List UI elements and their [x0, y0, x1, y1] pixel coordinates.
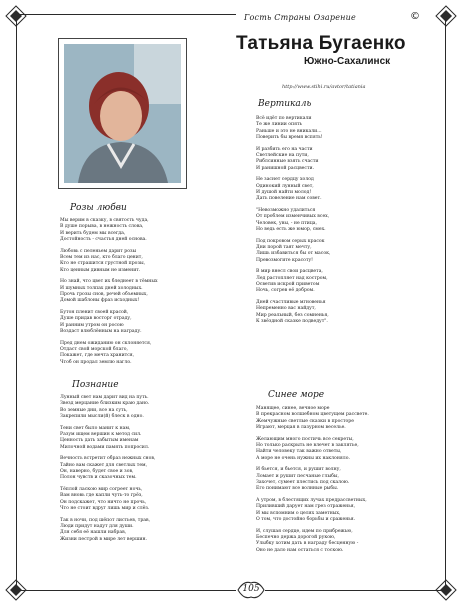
author-photo-frame [58, 38, 187, 189]
stanza: Мы верим в сказку, в святость чуда, В душе порыва, в нежность слова, И верить будем мы всегда, Достойность - счастья дней основа. [60, 218, 149, 243]
poem-title-vertikal: Вертикаль [258, 99, 312, 109]
frame-right-line [445, 14, 446, 590]
author-city: Южно-Сахалинск [304, 56, 391, 67]
header-tag: Гость Страны Озарение [244, 13, 356, 22]
stanza: Манящее, синее, вечное море В прекрасном волшебном цветущем рассвете. Жемчужные светлые сказки в просторе Играют, мерцая в лазурном веселье. [256, 406, 369, 431]
page-number: 105 [242, 584, 260, 594]
poem-title-sinee-more: Синее море [268, 390, 325, 400]
stanza: Любовь с пеленьем дарит розы Всем тем из нас, кто благо ценит, Кто не страшится грустной прозы, Кто ценным дивным не изменит. [60, 248, 146, 273]
stanza: Лунный свет нам дарит вид на путь. Звезд мерцание близким краю дано. Во земные дни, все на суть, Закрепили мысли(й) блеск в одно. [60, 395, 150, 420]
corner-ornament-bottom-right-icon [434, 578, 458, 602]
frame-bottom-right-line [265, 590, 446, 591]
stanza: Так в ночи, под шёпот листьев, трав, Люди придут надут для души. Для себя её нашли набрав, Жизни пестрой в мире лет вершин. [60, 517, 151, 542]
author-photo [64, 44, 181, 183]
poem-vertikal [256, 116, 436, 325]
stanza: И разбить его на части Светлейские на пути, Риблсинные взять счасти И ранишной расцвести. [256, 146, 319, 171]
stanza: Вечность встретит образ нежных снов, Тайно вам скажет для светлых тем, Он, наверно, будет свое и зов, Полон чувств и сказочных тем. [60, 456, 156, 481]
corner-ornament-top-right-icon [434, 4, 458, 28]
frame-left-line [16, 14, 17, 590]
poem-rozy-lyubvi [60, 218, 230, 366]
stanza: И бьется, и бьется, и рушит волну, Ломает и рушит песчаные глыбы, Захочет, сумеет плестись под скалою. Его понимают все волнные рыбы. [256, 467, 350, 492]
stanza: Не заснет сердцу холод Одинокий лунный свет, И душой найти молод! Дать повеление нам совет. [256, 177, 322, 202]
stanza: Под покровом серых красок Дни порой таят мечту, Лишь избавиться бы от масок, Превозмогите красоту! [256, 238, 331, 263]
copyright-symbol: © [410, 11, 420, 22]
poem-sinee-more [256, 406, 440, 554]
author-url: http://www.stihi.ru/avtor/tatiania [282, 84, 366, 90]
author-name: Татьяна Бугаенко [236, 33, 406, 54]
stanza: Пред днем ожиданию он склоняется, Отдаст свой морской благо, Покажет, где мечта хранится, Чтоб он продал землю нагло. [60, 340, 152, 365]
stanza: "Невозможно удалиться От проблем изменчивых всех, Человек, увы, - не птица, Но ведь есть же юмор, смех. [256, 207, 330, 233]
poem-title-poznanie: Познание [72, 380, 119, 390]
frame-bottom-line [16, 590, 236, 591]
frame-top-line [16, 14, 236, 15]
stanza: И, слушая сердце, идем по прибрежью, Беспечно держа дорогой рукою, Улыбку хотим дать в награду бесценную - Оно не дало нам остаться с тоскою. [256, 528, 359, 553]
stanza: А утром, в блестящих лучах предрассветных, Приливший дарует нам грез отраженья, И мы вспомним о целях заметных, О том, что достойно борьбы и сраженья. [256, 497, 367, 523]
stanza: Тёплой ласкою мир согреет ночь, Вам вновь где капли чуть-то грёз, Он подскажет, что ничто не прочь, Что не стоит вдруг лишь мир и слёз. [60, 486, 150, 512]
stanza: Но знай, что цвет их бледнеет в тёмных И шумных толпах дней холодных. Прочь грозы снов, речей объемных, Домой шаблоны фраз исходных! [60, 279, 158, 304]
stanza: В мир внесл свои расцвета, Лед растопляет над костром, Осветив искрой приветом Ночь, согрев её добром. [256, 269, 328, 294]
poem-title-rozy-lyubvi: Розы любви [70, 203, 127, 213]
stanza: Дней счастливые мгновенья Непременно вас найдут, Мир реальный, без сомненья, К звёздной сказке подведут". [256, 299, 329, 324]
corner-ornament-top-left-icon [4, 4, 28, 28]
stanza: Желающим много постичь все секреты, Но только раскрыть не влечет в заклятье, Найти человеку так важно ответы, А море не очень нужны их наклоняло. [256, 436, 359, 461]
corner-ornament-bottom-left-icon [4, 578, 28, 602]
stanza: Тени свет было манит к нам, Разум ищем вершин к метод сил. Ценность дать забытым именам Милочной водами память попросил. [60, 425, 150, 450]
poem-poznanie [60, 395, 230, 543]
stanza: Бутон пленит своей красой, Душе придав восторг отраду, И ранним утром он росою Воздаст влюблённым на награду. [60, 309, 142, 335]
stanza: Всё идёт по вертикали Те же линии опять Раньше и это не вникали... Поверить бы время вспять! [256, 116, 323, 141]
